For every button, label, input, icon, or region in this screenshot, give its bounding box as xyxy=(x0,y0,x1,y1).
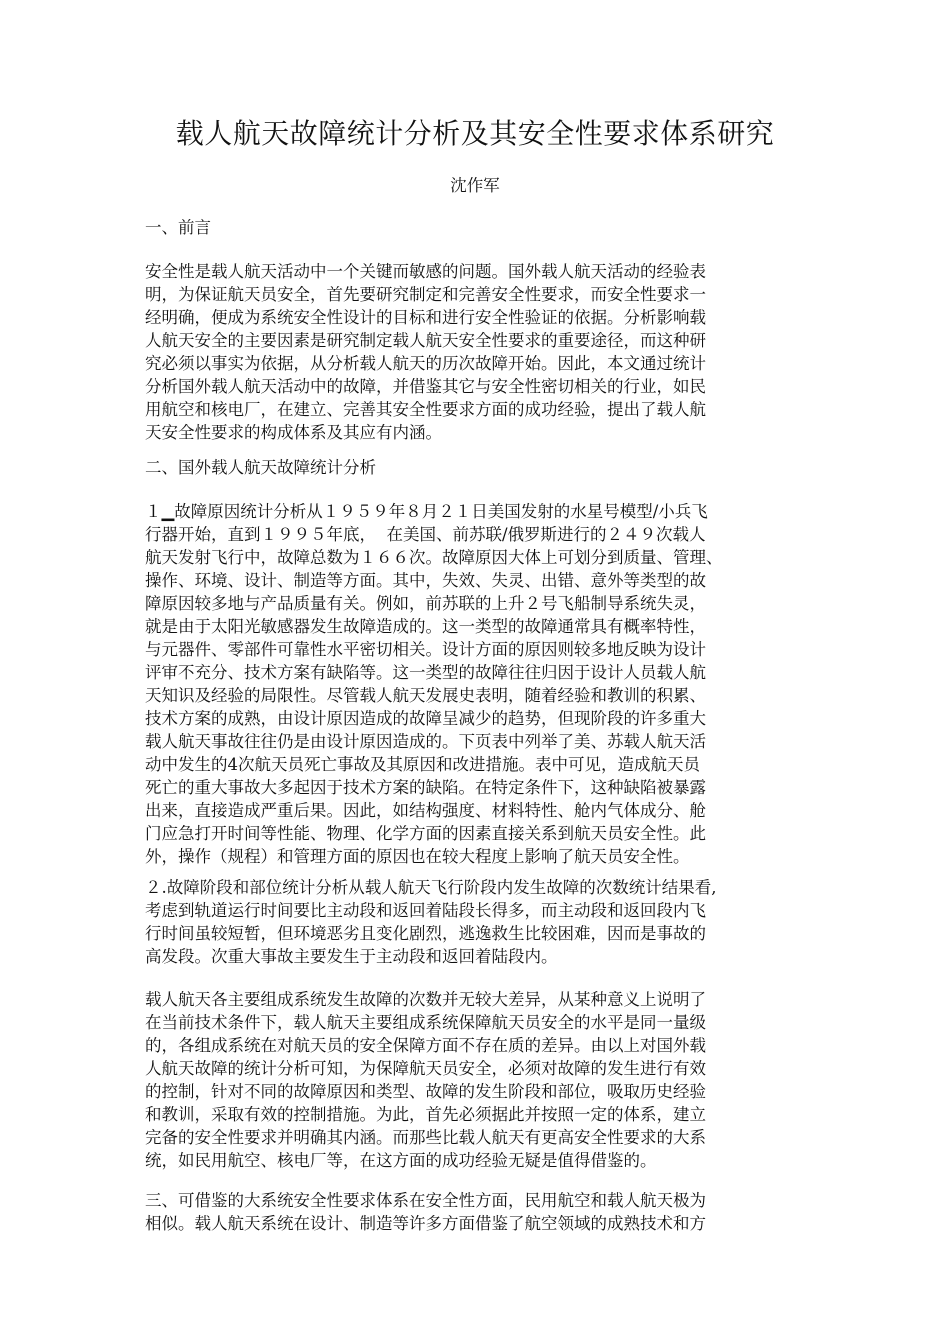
document-title: 载人航天故障统计分析及其安全性要求体系研究 xyxy=(175,117,775,150)
paragraph-fault-cause-analysis: １▁故障原因统计分析从１９５９年８月２１日美国发射的水星号模型/小兵飞 行器开始，直到１９９５年底， 在美国、前苏联/俄罗斯进行的２４９次载人 航天发射飞行中，故障总数为１６６次。故障原因大体上可划分到质量、管理、 操作、环境、设计、制造等方面。其中，失效、失灵、出错、意外等类型的故 障原因较多地与产品质量有关。例如，前苏联的上升２号飞船制导系统失灵， 就是由于太阳光敏感器发生故障造成的。这一类型的故障通常具有概率特性， 与元器件、零部件可靠性水平密切相关。设计方面的原因则较多地反映为设计 评审不充分、技术方案有缺陷等。这一类型的故障往往归因于设计人员载人航 天知识及经验的局限性。尽管载人航天发展史表明，随着经验和教训的积累、 技术方案的成熟，由设计原因造成的故障呈减少的趋势，但现阶段的许多重大 载人航天事故往往仍是由设计原因造成的。下页表中列举了美、苏载人航天活 动中发生的4次航天员死亡事故及其原因和改进措施。表中可见，造成航天员 死亡的重大事故大多起因于技术方案的缺陷。在特定条件下，这种缺陷被暴露 出来，直接造成严重后果。因此，如结构强度、材料特性、舱内气体成分、舱 门应急打开时间等性能、物理、化学方面的因素直接关系到航天员安全性。此 外，操作（规程）和管理方面的原因也在较大程度上影响了航天员安全性。 xyxy=(145,502,723,866)
section-heading-preface: 一、前言 xyxy=(145,218,211,237)
paragraph-fault-phase-analysis: ２.故障阶段和部位统计分析从载人航天飞行阶段内发生故障的次数统计结果看, 考虑到轨道运行时间要比主动段和返回着陆段长得多，而主动段和返回段内飞 行时间虽较短暂，但环境恶劣且变化剧烈，逃逸救生比较困难，因而是事故的 高发段。次重大事故主要发生于主动段和返回着陆段内。 xyxy=(145,878,717,966)
document-author: 沈作军 xyxy=(450,176,500,195)
paragraph-system-fault-analysis: 载人航天各主要组成系统发生故障的次数并无较大差异，从某种意义上说明了 在当前技术条件下，载人航天主要组成系统保障航天员安全的水平是同一量级 的，各组成系统在对航天员的安全保障方面不存在质的差异。由以上对国外载 人航天故障的统计分析可知，为保障航天员安全，必须对故障的发生进行有效 的控制，针对不同的故障原因和类型、故障的发生阶段和部位，吸取历史经验 和教训，采取有效的控制措施。为此，首先必须据此并按照一定的体系，建立 完备的安全性要求并明确其内涵。而那些比载人航天有更高安全性要求的大系 统，如民用航空、核电厂等，在这方面的成功经验无疑是值得借鉴的。 xyxy=(145,990,706,1170)
paragraph-preface: 安全性是载人航天活动中一个关键而敏感的问题。国外载人航天活动的经验表 明，为保证航天员安全，首先要研究制定和完善安全性要求，而安全性要求一 经明确，便成为系统安全性设计的目标和进行安全性验证的依据。分析影响载 人航天安全的主要因素是研究制定载人航天安全性要求的重要途径，而这种研 究必须以事实为依据，从分析载人航天的历次故障开始。因此，本文通过统计 分析国外载人航天活动中的故障，并借鉴其它与安全性密切相关的行业，如民 用航空和核电厂，在建立、完善其安全性要求方面的成功经验，提出了载人航 天安全性要求的构成体系及其应有内涵。 xyxy=(145,262,706,442)
section-heading-fault-statistics: 二、国外载人航天故障统计分析 xyxy=(145,458,376,477)
paragraph-large-system-requirements: 三、可借鉴的大系统安全性要求体系在安全性方面，民用航空和载人航天极为 相似。载人航天系统在设计、制造等许多方面借鉴了航空领域的成熟技术和方 xyxy=(145,1191,706,1233)
